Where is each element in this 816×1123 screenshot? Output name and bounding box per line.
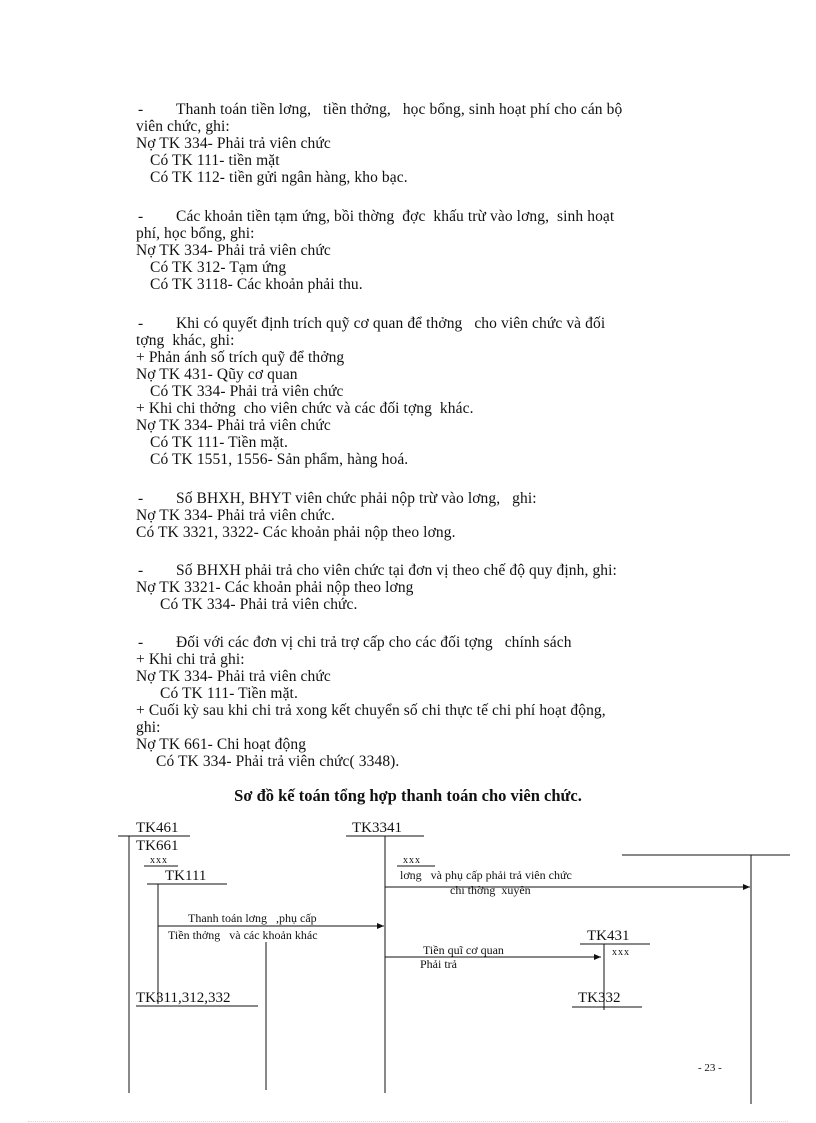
bullet-dash: - (138, 490, 144, 507)
p1-line-5: Có TK 112- tiền gửi ngân hàng, kho bạc. (150, 169, 408, 186)
fund-text-1: Tiền quĩ cơ quan (423, 943, 504, 957)
p1-line-3: Nợ TK 334- Phải trả viên chức (136, 135, 331, 152)
p3-line-2: tợng khác, ghi: (136, 332, 235, 349)
p2-line-3: Nợ TK 334- Phải trả viên chức (136, 242, 331, 259)
tk431-label: TK431 (587, 928, 630, 944)
tk461-label: TK461 (136, 820, 179, 836)
p2-line-1: Các khoản tiền tạm ứng, bồi thờng đợc khấu trừ vào lơng, sinh hoạt (176, 208, 615, 225)
p2-line-4: Có TK 312- Tạm ứng (150, 259, 287, 276)
tk332-label: TK332 (578, 990, 621, 1006)
salary-text-2: chi thờng xuyên (450, 883, 531, 897)
p4-line-3: Có TK 3321, 3322- Các khoản phải nộp theo lơng. (136, 524, 456, 541)
page-bottom-divider (28, 1121, 788, 1122)
bullet-dash: - (138, 101, 144, 118)
p3-line-4: Nợ TK 431- Qũy cơ quan (136, 366, 298, 383)
p4-line-1: Số BHXH, BHYT viên chức phải nộp trừ vào lơng, ghi: (176, 490, 537, 507)
p1-line-4: Có TK 111- tiền mặt (150, 152, 280, 169)
p3-line-5: Có TK 334- Phải trả viên chức (150, 383, 344, 400)
p1-line-2: viên chức, ghi: (136, 118, 230, 135)
bullet-dash: - (138, 562, 144, 579)
diagram-title: Sơ đồ kế toán tổng hợp thanh toán cho viên chức. (234, 786, 582, 805)
p5-line-3: Có TK 334- Phải trả viên chức. (160, 596, 358, 613)
p6-line-1: Đối với các đơn vị chi trả trợ cấp cho các đối tợng chính sách (176, 634, 572, 651)
bullet-dash: - (138, 634, 144, 651)
p3-line-8: Có TK 111- Tiền mặt. (150, 434, 288, 451)
tk311-label: TK311,312,332 (136, 990, 231, 1006)
p6-line-3: Nợ TK 334- Phải trả viên chức (136, 668, 331, 685)
p3-line-9: Có TK 1551, 1556- Sản phẩm, hàng hoá. (150, 451, 409, 468)
bullet-dash: - (138, 208, 144, 225)
bullet-dash: - (138, 315, 144, 332)
xxx-right: xxx (612, 947, 630, 958)
tk661-label: TK661 (136, 838, 179, 854)
p4-line-2: Nợ TK 334- Phải trả viên chức. (136, 507, 335, 524)
p6-line-8: Có TK 334- Phải trả viên chức( 3348). (156, 753, 400, 770)
p5-line-2: Nợ TK 3321- Các khoản phải nộp theo lơng (136, 579, 414, 596)
p6-line-5: + Cuối kỳ sau khi chi trả xong kết chuyển số chi thực tế chi phí hoạt động, (136, 702, 606, 719)
p6-line-4: Có TK 111- Tiền mặt. (160, 685, 298, 702)
xxx-center: xxx (403, 855, 421, 866)
p3-line-1: Khi có quyết định trích quỹ cơ quan để thởng cho viên chức và đối (176, 315, 606, 332)
p6-line-2: + Khi chi trả ghi: (136, 651, 245, 668)
payment-text-1: Thanh toán lơng ,phụ cấp (188, 911, 317, 925)
p2-line-2: phí, học bổng, ghi: (136, 225, 255, 242)
p5-line-1: Số BHXH phải trả cho viên chức tại đơn vị theo chế độ quy định, ghi: (176, 562, 617, 579)
xxx-left: xxx (150, 855, 168, 866)
payment-text-2: Tiền thởng và các khoản khác (168, 928, 318, 942)
p3-line-3: + Phản ánh số trích quỹ để thởng (136, 349, 345, 366)
p6-line-7: Nợ TK 661- Chi hoạt động (136, 736, 307, 753)
tk3341-label: TK3341 (352, 820, 402, 836)
page-number: - 23 - (698, 1062, 722, 1074)
p3-line-7: Nợ TK 334- Phải trả viên chức (136, 417, 331, 434)
p6-line-6: ghi: (136, 719, 161, 736)
p1-line-1: Thanh toán tiền lơng, tiền thởng, học bổng, sinh hoạt phí cho cán bộ (176, 101, 623, 118)
tk111-label: TK111 (165, 868, 207, 884)
fund-text-2: Phải trả (420, 957, 457, 971)
p3-line-6: + Khi chi thởng cho viên chức và các đối tợng khác. (136, 400, 474, 417)
p2-line-5: Có TK 3118- Các khoản phải thu. (150, 276, 363, 293)
salary-text-1: lơng và phụ cấp phải trả viên chức (400, 868, 572, 882)
